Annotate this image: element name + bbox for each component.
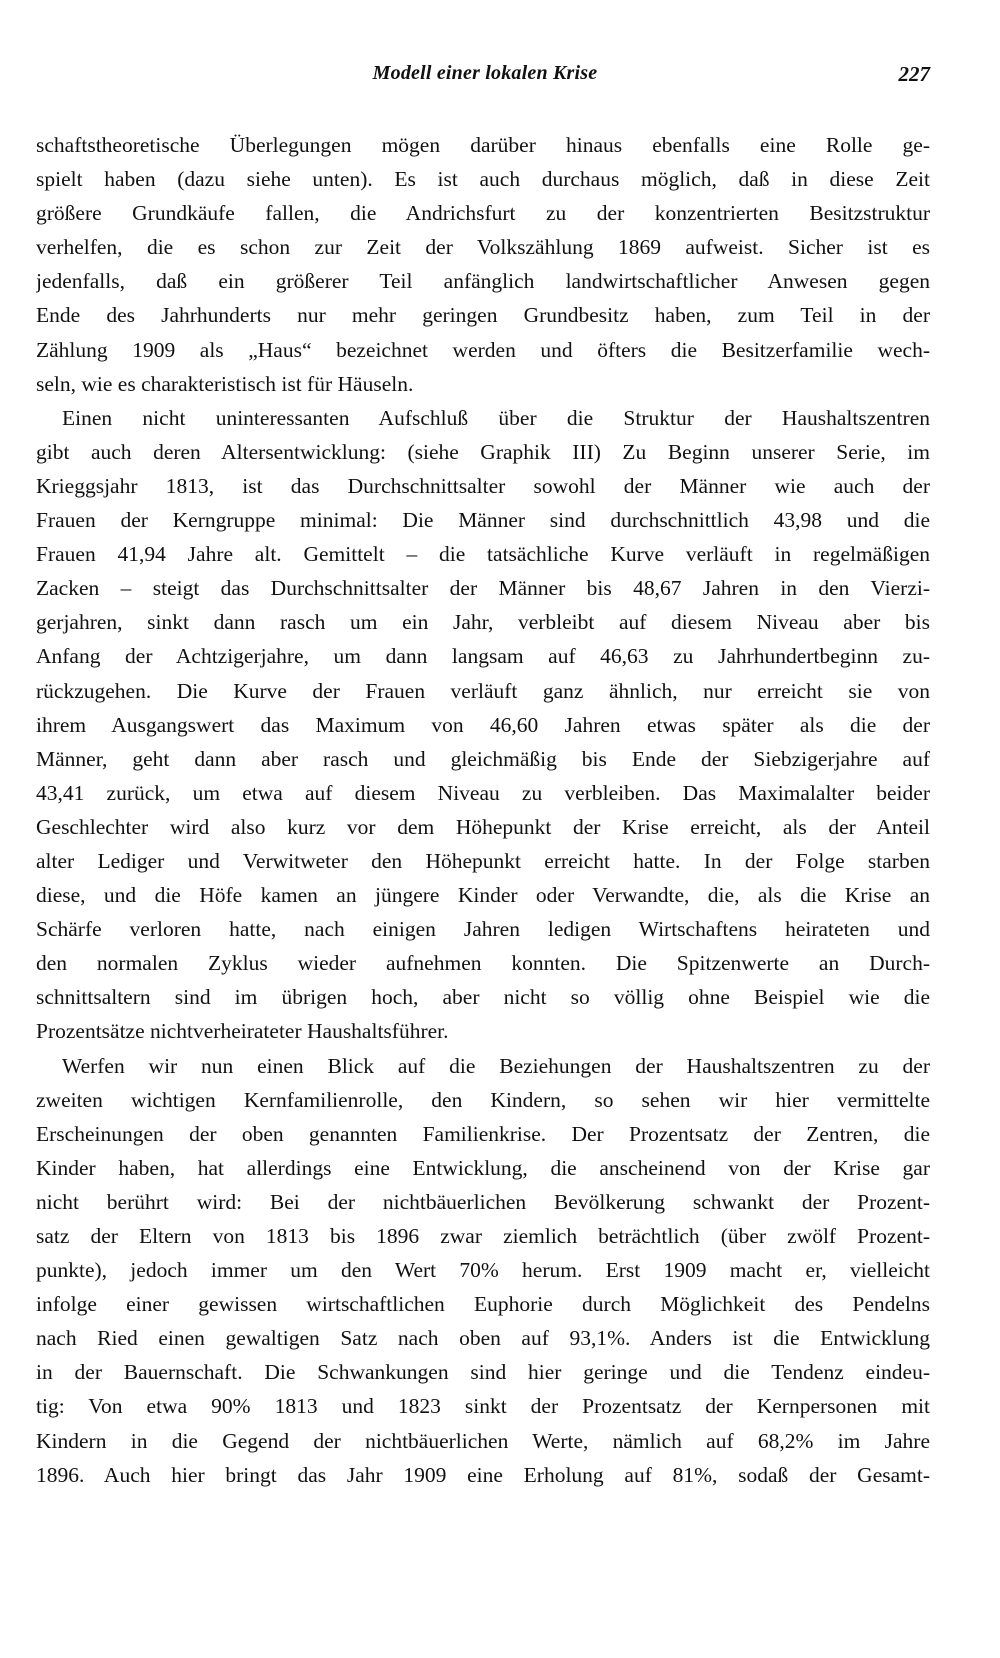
text-line: Kinder haben, hat allerdings eine Entwicklung, die anscheinend von der Krise gar [36,1155,930,1180]
text-line: Schärfe verloren hatte, nach einigen Jahren ledigen Wirtschaftens heirateten und [36,917,930,942]
text-line: zweiten wichtigen Kernfamilienrolle, den Kindern, so sehen wir hier vermittelte [36,1087,930,1112]
text-line: ihrem Ausgangswert das Maximum von 46,60 Jahren etwas später als die der [36,712,930,737]
text-line: Geschlechter wird also kurz vor dem Höhepunkt der Krise erreicht, als der Anteil [36,814,930,839]
running-head [40,62,930,92]
text-line: punkte), jedoch immer um den Wert 70% herum. Erst 1909 macht er, vielleicht [36,1258,930,1283]
text-line: in der Bauernschaft. Die Schwankungen sind hier geringe und die Tendenz eindeu- [36,1360,930,1385]
text-line: seln, wie es charakteristisch ist für Häuseln. [36,371,414,396]
paragraph-1 [36,128,930,401]
text-line: Krieggsjahr 1813, ist das Durchschnittsalter sowohl der Männer wie auch der [36,473,930,498]
text-line: nicht berührt wird: Bei der nichtbäuerlichen Bevölkerung schwankt der Prozent- [36,1189,930,1214]
paragraph-3 [36,1049,930,1492]
text-line: schnittsaltern sind im übrigen hoch, aber nicht so völlig ohne Beispiel wie die [36,985,930,1010]
body-text [36,128,930,1492]
page-number: 227 [898,62,930,86]
paragraph-2 [36,401,930,1049]
text-line: rückzugehen. Die Kurve der Frauen verläuft ganz ähnlich, nur erreicht sie von [36,678,930,703]
text-line: Zacken – steigt das Durchschnittsalter der Männer bis 48,67 Jahren in den Vierzi- [36,576,930,601]
text-line: 1896. Auch hier bringt das Jahr 1909 eine Erholung auf 81%, sodaß der Gesamt- [36,1462,930,1487]
text-line: Männer, geht dann aber rasch und gleichmäßig bis Ende der Siebzigerjahre auf [36,746,930,771]
text-line: Erscheinungen der oben genannten Familienkrise. Der Prozentsatz der Zentren, die [36,1121,930,1146]
text-line: 43,41 zurück, um etwa auf diesem Niveau zu verbleiben. Das Maximalalter beider [36,780,930,805]
text-line: jedenfalls, daß ein größerer Teil anfänglich landwirtschaftlicher Anwesen gegen [36,269,930,294]
text-line: den normalen Zyklus wieder aufnehmen konnten. Die Spitzenwerte an Durch- [36,951,930,976]
text-line: alter Lediger und Verwitweter den Höhepunkt erreicht hatte. In der Folge starben [36,848,930,873]
text-line: diese, und die Höfe kamen an jüngere Kinder oder Verwandte, die, als die Krise an [36,883,930,908]
text-line: satz der Eltern von 1813 bis 1896 zwar ziemlich beträchtlich (über zwölf Prozent- [36,1224,930,1248]
text-line: Einen nicht uninteressanten Aufschluß über die Struktur der Haushaltszentren [62,405,930,430]
text-line: Werfen wir nun einen Blick auf die Beziehungen der Haushaltszentren zu der [62,1053,930,1078]
text-line: gibt auch deren Altersentwicklung: (siehe Graphik III) Zu Beginn unserer Serie, im [36,439,930,464]
text-line: infolge einer gewissen wirtschaftlichen Euphorie durch Möglichkeit des Pendelns [36,1292,930,1317]
text-line: Frauen der Kerngruppe minimal: Die Männer sind durchschnittlich 43,98 und die [36,508,930,533]
text-line: verhelfen, die es schon zur Zeit der Volkszählung 1869 aufweist. Sicher ist es [36,235,930,260]
text-line: Anfang der Achtzigerjahre, um dann langsam auf 46,63 zu Jahrhundertbeginn zu- [36,644,930,669]
text-line: tig: Von etwa 90% 1813 und 1823 sinkt der Prozentsatz der Kernpersonen mit [36,1394,930,1419]
text-line: schaftstheoretische Überlegungen mögen darüber hinaus ebenfalls eine Rolle ge- [36,133,930,157]
text-line: Prozentsätze nichtverheirateter Haushaltsführer. [36,1019,449,1044]
text-line: gerjahren, sinkt dann rasch um ein Jahr, verbleibt auf diesem Niveau aber bis [36,610,930,635]
text-line: größere Grundkäufe fallen, die Andrichsfurt zu der konzentrierten Besitzstruktur [36,201,930,226]
text-line: Zählung 1909 als „Haus“ bezeichnet werden und öfters die Besitzerfamilie wech- [36,337,930,362]
header-title: Modell einer lokalen Krise [372,62,598,84]
text-line: spielt haben (dazu siehe unten). Es ist auch durchaus möglich, daß in diese Zeit [36,167,930,192]
text-line: Frauen 41,94 Jahre alt. Gemittelt – die tatsächliche Kurve verläuft in regelmäßigen [36,542,930,567]
text-line: Ende des Jahrhunderts nur mehr geringen Grundbesitz haben, zum Teil in der [36,303,930,328]
text-line: nach Ried einen gewaltigen Satz nach oben auf 93,1%. Anders ist die Entwicklung [36,1326,930,1351]
text-line: Kindern in die Gegend der nichtbäuerlichen Werte, nämlich auf 68,2% im Jahre [36,1428,930,1453]
